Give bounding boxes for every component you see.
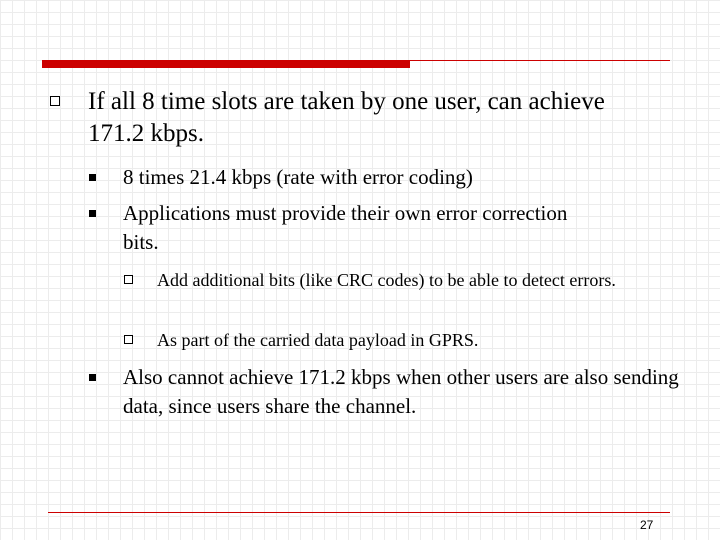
hollow-square-bullet-icon (124, 335, 133, 344)
main-bullet-text: If all 8 time slots are taken by one user, can achieve 171.2 kbps. (88, 88, 605, 147)
filled-square-bullet-icon (89, 374, 96, 381)
hollow-square-bullet-icon (50, 96, 60, 106)
sub-sub-bullet-text: As part of the carried data payload in GPRS. (157, 330, 479, 350)
sub-bullet-text: Also cannot achieve 171.2 kbps when other users are also sending data, since users share the channel. (123, 365, 679, 418)
sub-bullet-text: 8 times 21.4 kbps (rate with error coding) (123, 165, 473, 189)
sub-sub-bullet-text: Add additional bits (like CRC codes) to be able to detect errors. (157, 270, 616, 290)
page-number: 27 (640, 518, 654, 532)
footer-rule (48, 512, 670, 513)
sub-bullet-text: Applications must provide their own error correction bits. (123, 201, 568, 254)
filled-square-bullet-icon (89, 210, 96, 217)
title-rule-thin (410, 60, 670, 61)
title-rule-thick (42, 60, 410, 68)
hollow-square-bullet-icon (124, 275, 133, 284)
filled-square-bullet-icon (89, 174, 96, 181)
